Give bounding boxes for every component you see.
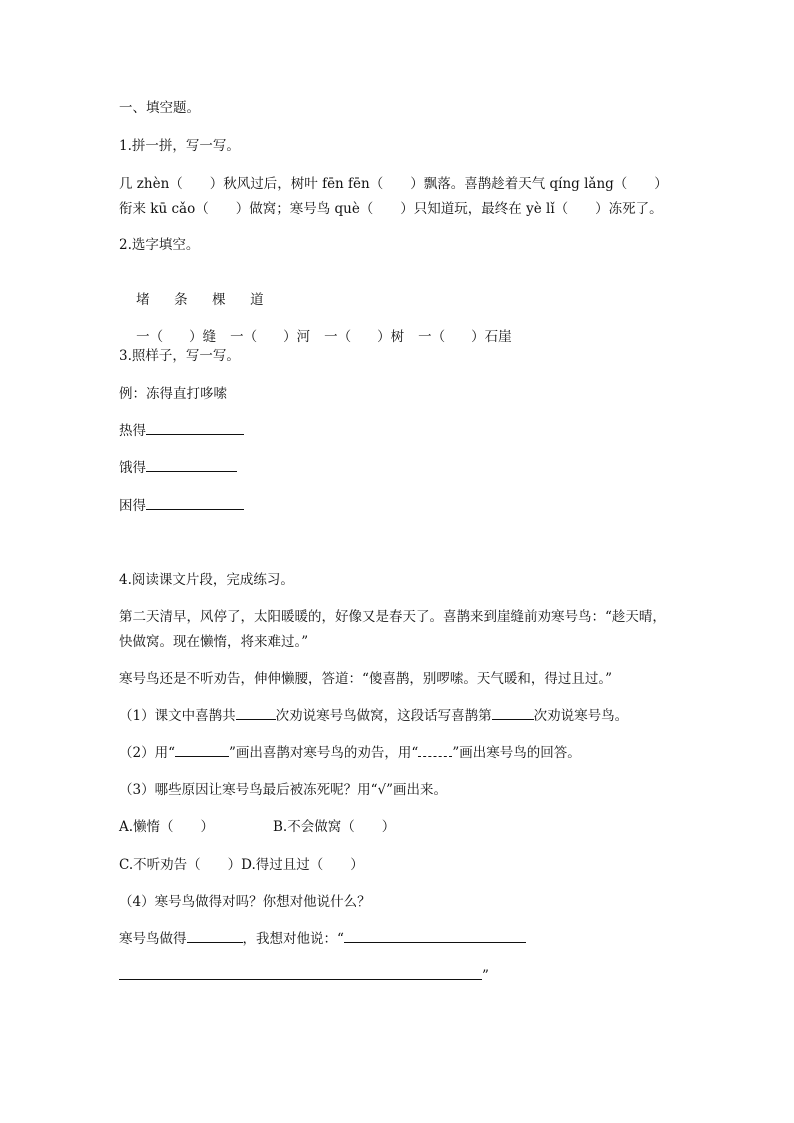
- q4-answer-line1: 寒号鸟做得 ，我想对他说：“: [119, 930, 526, 948]
- q3-example: 例：冻得直打哆嗦: [119, 386, 227, 402]
- q4-answer-line2: ”: [119, 967, 489, 985]
- q2-item-4: 一（ ）石崖: [418, 329, 512, 345]
- option-c[interactable]: C.不听劝告（ ）: [119, 857, 242, 873]
- answer-blank[interactable]: [187, 942, 243, 943]
- answer-blank[interactable]: [344, 942, 526, 943]
- option-a[interactable]: A.懒惰（ ）: [119, 819, 215, 835]
- q2-item-1: 一（ ）缝: [136, 329, 217, 345]
- answer-blank[interactable]: [492, 719, 534, 720]
- option-b[interactable]: B.不会做窝（ ）: [273, 819, 396, 835]
- char-option: 道: [250, 292, 264, 308]
- q1-title: 1.拼一拼，写一写。: [119, 138, 240, 154]
- q4-para1-line2: 快做窝。现在懒惰，将来难过。”: [119, 634, 309, 650]
- q2-item-2: 一（ ）河: [230, 329, 311, 345]
- straight-line-sample: [175, 756, 229, 757]
- answer-blank[interactable]: [146, 509, 244, 510]
- q3-item-3: 困得: [119, 497, 244, 515]
- answer-blank[interactable]: [146, 471, 237, 472]
- q4-para1-line1: 第二天清早，风停了，太阳暖暖的，好像又是春天了。喜鹊来到崖缝前劝寒号鸟：“趁天晴，: [119, 609, 666, 625]
- q1-line2: 衔来 kū cǎo（ ）做窝；寒号鸟 què（ ）只知道玩，最终在 yè lǐ（ ）冻死了。: [119, 201, 663, 217]
- q1-line1: 几 zhèn（ ）秋风过后，树叶 fēn fēn（ ）飘落。喜鹊趁着天气 qíng lǎng（ ）: [119, 176, 668, 192]
- q3-item-2: 饿得: [119, 459, 237, 477]
- char-option: 堵: [136, 292, 150, 308]
- q4-options-ab: [119, 818, 395, 836]
- q4-sub2: （2）用“ ”画出喜鹊对寒号鸟的劝告，用“ ”画出寒号鸟的回答。: [119, 745, 581, 761]
- q4-sub3: （3）哪些原因让寒号鸟最后被冻死呢？用“√”画出来。: [119, 782, 447, 798]
- q4-options-cd: [119, 856, 364, 874]
- q3-title: 3.照样子，写一写。: [119, 348, 240, 364]
- q4-sub4: （4）寒号鸟做得对吗？你想对他说什么？: [119, 894, 371, 910]
- char-option: 棵: [212, 292, 226, 308]
- wavy-line-sample: [418, 756, 452, 757]
- option-d[interactable]: D.得过且过（ ）: [241, 857, 364, 873]
- section-title: 一、填空题。: [119, 100, 200, 116]
- q4-para2: 寒号鸟还是不听劝告，伸伸懒腰，答道：“傻喜鹊，别啰嗦。天气暖和，得过且过。”: [119, 671, 613, 687]
- q4-title: 4.阅读课文片段，完成练习。: [119, 572, 294, 588]
- char-option: 条: [174, 292, 188, 308]
- answer-blank[interactable]: [236, 719, 276, 720]
- q2-title: 2.选字填空。: [119, 237, 200, 253]
- q2-item-3: 一（ ）树: [324, 329, 405, 345]
- answer-blank[interactable]: [146, 434, 244, 435]
- q3-item-1: 热得: [119, 422, 244, 440]
- q4-sub1: （1）课文中喜鹊共 次劝说寒号鸟做窝，这段话写喜鹊第 次劝说寒号鸟。: [119, 708, 629, 724]
- answer-blank[interactable]: [119, 979, 482, 980]
